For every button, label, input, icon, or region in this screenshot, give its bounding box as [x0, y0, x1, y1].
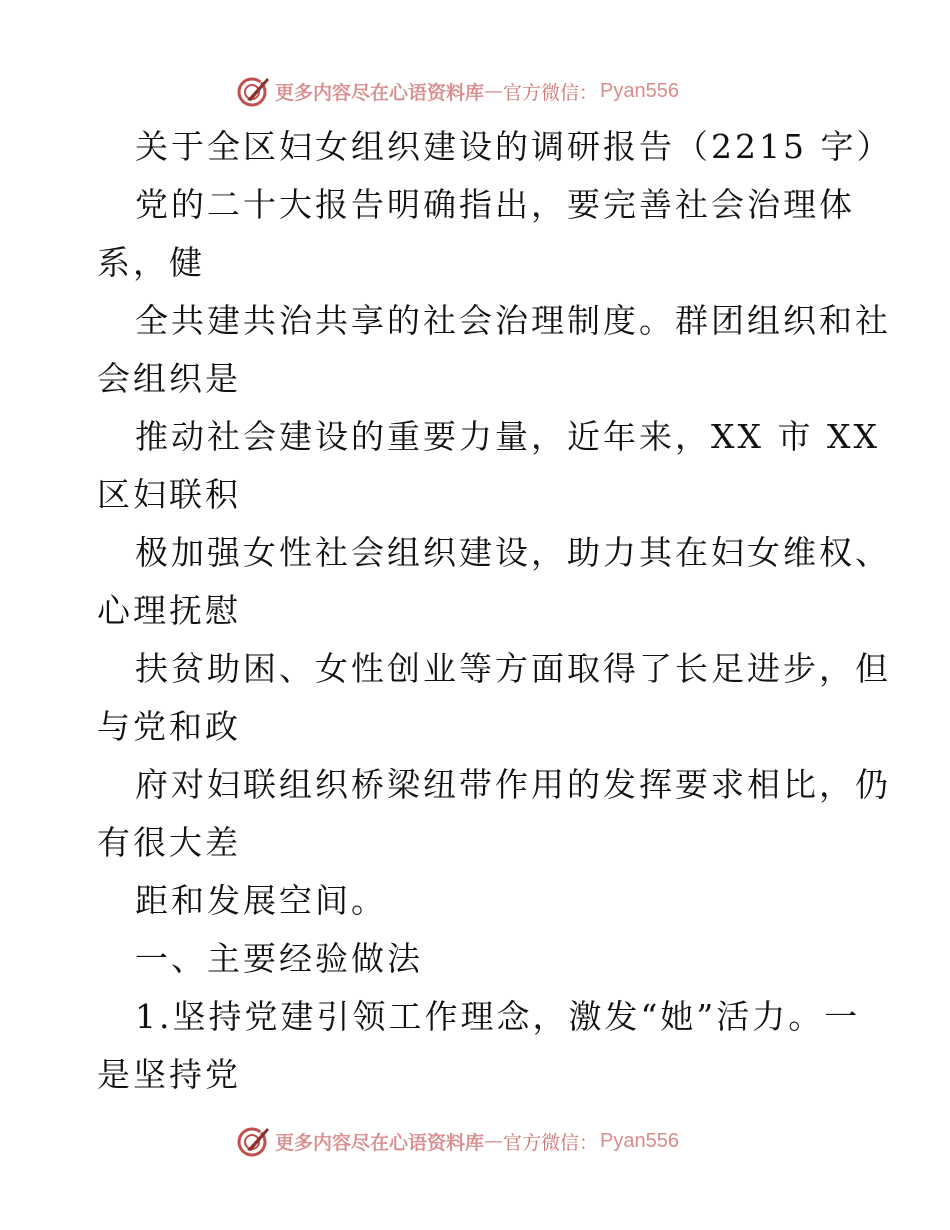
document-title: 关于全区妇女组织建设的调研报告（2215 字）	[135, 127, 893, 166]
watermark-wechat-id: Pyan556	[600, 1129, 679, 1152]
quill-logo-icon	[237, 1124, 271, 1158]
watermark-wechat-label: 官方微信：	[503, 81, 599, 104]
text-line: 系，健	[97, 243, 205, 282]
text-line: 全共建共治共享的社会治理制度。群团组织和社	[135, 301, 891, 340]
watermark-separator: —	[484, 80, 504, 102]
text-line: 距和发展空间。	[135, 881, 387, 920]
text-line: 扶贫助困、女性创业等方面取得了长足进步，但	[135, 649, 891, 688]
document-body	[97, 118, 893, 1104]
text-line: 极加强女性社会组织建设，助力其在妇女维权、	[135, 533, 891, 572]
text-line: 心理抚慰	[97, 591, 241, 630]
watermark-wechat-id: Pyan556	[600, 79, 679, 102]
text-line: 与党和政	[97, 707, 241, 746]
text-line: 有很大差	[97, 823, 241, 862]
watermark-wechat-label: 官方微信：	[503, 1131, 599, 1154]
text-line: 府对妇联组织桥梁纽带作用的发挥要求相比，仍	[135, 765, 891, 804]
text-line: 一、主要经验做法	[135, 939, 423, 978]
text-line: 1.坚持党建引领工作理念，激发“她”活力。一	[135, 997, 861, 1036]
watermark-main-text: 更多内容尽在心语资料库	[275, 1131, 485, 1154]
text-line: 推动社会建设的重要力量，近年来，XX 市 XX	[135, 417, 880, 456]
footer-watermark	[237, 1121, 679, 1161]
text-line: 是坚持党	[97, 1055, 241, 1094]
text-line: 党的二十大报告明确指出，要完善社会治理体	[135, 185, 855, 224]
watermark-main-text: 更多内容尽在心语资料库	[275, 81, 485, 104]
text-line: 区妇联积	[97, 475, 241, 514]
watermark-separator: —	[484, 1130, 504, 1152]
quill-logo-icon	[237, 74, 271, 108]
header-watermark	[237, 71, 679, 111]
text-line: 会组织是	[97, 359, 241, 398]
